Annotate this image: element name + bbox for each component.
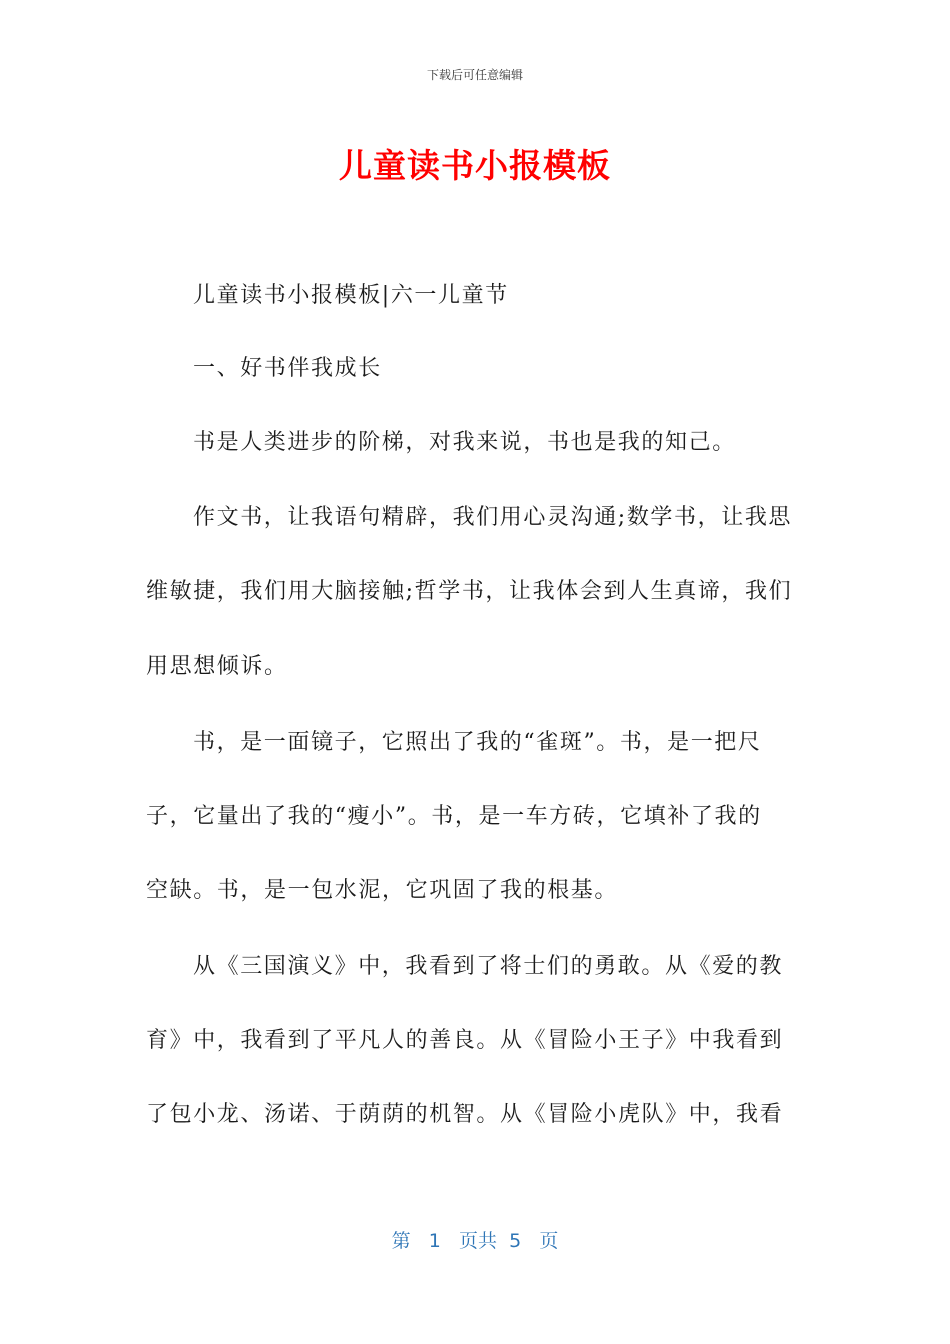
paragraph-line: 子，它量出了我的“瘦小”。书，是一车方砖，它填补了我的 xyxy=(146,804,762,829)
paragraph-line: 育》中，我看到了平凡人的善良。从《冒险小王子》中我看到 xyxy=(146,1028,784,1053)
footer-total-pages: 5 xyxy=(509,1230,522,1252)
page-footer xyxy=(0,1226,950,1253)
footer-page-number: 1 xyxy=(428,1230,441,1252)
paragraph-line: 书，是一面镜子，它照出了我的“雀斑”。书，是一把尺 xyxy=(193,730,762,755)
paragraph-line: 了包小龙、汤诺、于荫荫的机智。从《冒险小虎队》中，我看 xyxy=(146,1102,784,1127)
footer-prefix: 第 xyxy=(391,1230,411,1252)
document-title: 儿童读书小报模板 xyxy=(339,146,611,185)
subtitle-line: 儿童读书小报模板|六一儿童节 xyxy=(193,283,509,308)
paragraph-line: 维敏捷，我们用大脑接触;哲学书，让我体会到人生真谛，我们 xyxy=(146,579,793,604)
paragraph-line: 空缺。书，是一包水泥，它巩固了我的根基。 xyxy=(146,878,619,903)
paragraph-line: 用思想倾诉。 xyxy=(146,654,288,679)
paragraph-line: 作文书，让我语句精辟，我们用心灵沟通;数学书，让我思 xyxy=(193,505,793,530)
paragraph-line: 书是人类进步的阶梯，对我来说，书也是我的知己。 xyxy=(193,430,736,455)
footer-suffix: 页 xyxy=(539,1230,559,1252)
section-heading: 一、好书伴我成长 xyxy=(193,356,382,381)
paragraph-line: 从《三国演义》中，我看到了将士们的勇敢。从《爱的教 xyxy=(193,954,784,979)
header-note: 下载后可任意编辑 xyxy=(426,68,523,82)
footer-middle: 页共 xyxy=(459,1230,498,1252)
